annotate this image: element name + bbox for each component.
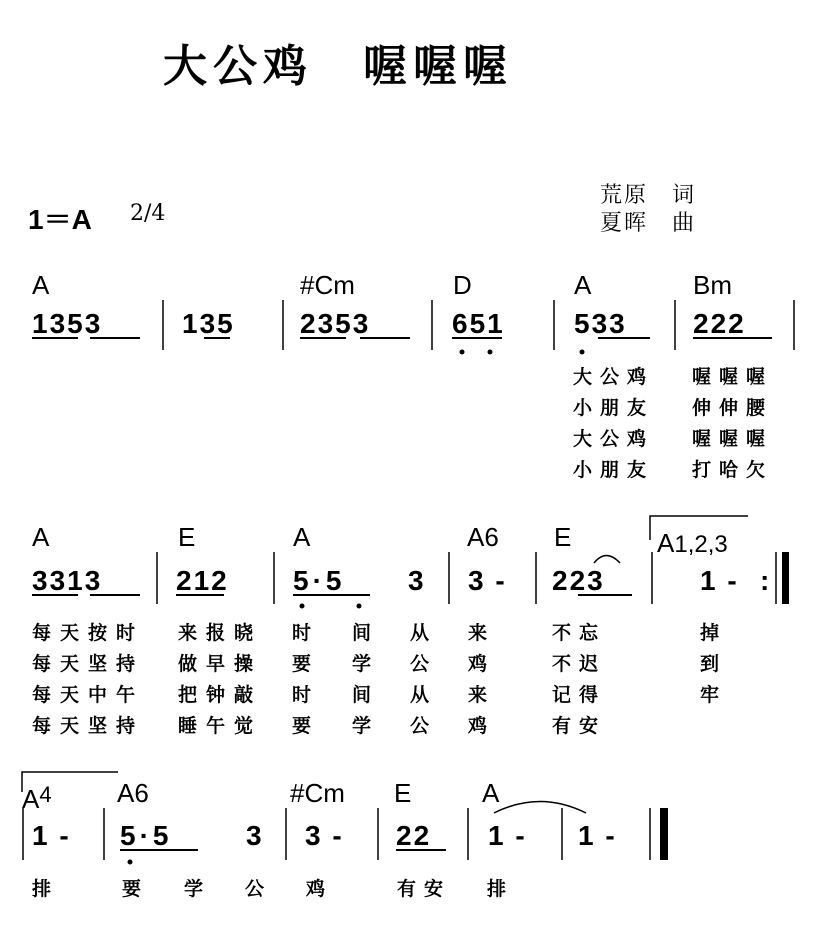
lyric-text: 从 <box>410 684 430 706</box>
lyric-text: 间 <box>352 622 372 644</box>
chord-symbol: E <box>554 522 572 552</box>
chord-symbol: A <box>574 270 592 300</box>
lyric-text: 睡午觉 <box>178 715 263 737</box>
measure-notes: 3 <box>246 820 264 851</box>
lyric-text: 学 <box>352 653 372 675</box>
lyric-line: 小朋友 <box>573 459 655 481</box>
measure-notes: 1 - <box>578 820 617 851</box>
measure-notes: 1353 <box>32 308 103 339</box>
chord-symbol: E <box>178 522 196 552</box>
volta-label: $A^4$ <box>22 782 52 814</box>
lyric-text: 排 <box>32 878 52 900</box>
measure-notes: 135 <box>182 308 235 339</box>
chord-symbol: Bm <box>693 270 732 300</box>
repeat-colon: : <box>760 565 772 596</box>
lyric-text: 公 <box>410 653 430 675</box>
lyric-text: 从 <box>410 622 430 644</box>
lyric-text: 来 <box>468 622 488 644</box>
lyric-text: 来 <box>468 684 488 706</box>
lyric-text: 来报晓 <box>178 622 263 644</box>
lyric-text: 排 <box>487 878 507 900</box>
measure-notes: 1 - <box>32 820 71 851</box>
chord-symbol: #Cm <box>300 270 355 300</box>
lyric-text: 牢 <box>700 684 720 706</box>
measure-notes: 212 <box>176 565 229 596</box>
lyric-text: 间 <box>352 684 372 706</box>
lyric-text: 每天按时 <box>32 622 145 644</box>
beam-underlines <box>32 338 772 850</box>
lyric-line: 大公鸡 <box>573 366 655 388</box>
measure-notes: 651 <box>452 308 505 339</box>
chord-symbol: A <box>32 522 50 552</box>
lyric-text: 到 <box>700 653 720 675</box>
time-signature: 2/4 <box>130 201 166 226</box>
lyricist-credit: 荒原 词 <box>600 183 697 208</box>
lyric-text: 有安 <box>397 878 452 900</box>
measure-notes: 3313 <box>32 565 103 596</box>
volta-label: A1,2,3 <box>657 528 728 558</box>
measure-notes: 5·5 <box>120 820 173 851</box>
lyric-line: 喔喔喔 <box>692 366 774 388</box>
chord-symbol: D <box>453 270 472 300</box>
lyric-text: 记得 <box>552 684 607 706</box>
lyric-text: 时 <box>292 622 312 644</box>
lyric-text: 时 <box>292 684 312 706</box>
measure-notes: 533 <box>574 308 627 339</box>
chord-symbol: A <box>482 778 500 808</box>
measure-notes: 1 - <box>488 820 527 851</box>
measure-notes: 5·5 <box>293 565 346 596</box>
lyric-text: 掉 <box>700 622 720 644</box>
thick-barlines <box>660 552 789 860</box>
chord-symbol: A6 <box>467 522 499 552</box>
lyric-line: 喔喔喔 <box>692 428 774 450</box>
chord-symbol: A <box>32 270 50 300</box>
barlines <box>23 300 794 860</box>
lyric-text: 学 <box>352 715 372 737</box>
lyric-text: 鸡 <box>468 715 488 737</box>
lyric-text: 有安 <box>552 715 607 737</box>
lyric-text: 要 <box>292 653 312 675</box>
lyric-text: 不迟 <box>552 653 607 675</box>
song-title: 大公鸡 喔喔喔 <box>163 41 513 92</box>
lyric-text: 鸡 <box>468 653 488 675</box>
lyric-text: 公 <box>410 715 430 737</box>
lyric-text: 公 <box>245 878 265 900</box>
chord-symbol: #Cm <box>290 778 345 808</box>
octave-dots <box>128 350 585 865</box>
measure-notes: 1 - <box>700 565 739 596</box>
lyric-text: 学 <box>184 878 204 900</box>
chord-symbol: E <box>394 778 412 808</box>
lyric-text: 每天中午 <box>32 684 145 706</box>
key-signature: 1＝A <box>28 204 92 235</box>
measure-notes: 223 <box>552 565 605 596</box>
lyric-text: 不忘 <box>552 622 607 644</box>
lyric-text: 做早操 <box>178 653 263 675</box>
lyric-text: 鸡 <box>306 878 326 900</box>
lyric-text: 每天坚持 <box>32 715 145 737</box>
lyric-text: 把钟敲 <box>178 684 263 706</box>
lyric-line: 小朋友 <box>573 397 655 419</box>
volta-brackets <box>22 516 748 792</box>
lyric-text: 每天坚持 <box>32 653 145 675</box>
lyric-line: 大公鸡 <box>573 428 655 450</box>
measure-notes: 3 - <box>305 820 344 851</box>
lyric-text: 要 <box>292 715 312 737</box>
lyric-text: 要 <box>122 878 142 900</box>
measure-notes: 3 - <box>468 565 507 596</box>
chord-symbol: A6 <box>117 778 149 808</box>
measure-notes: 222 <box>693 308 746 339</box>
chord-symbol: A <box>293 522 311 552</box>
measure-notes: 22 <box>396 820 432 851</box>
measure-notes: 3 <box>408 565 426 596</box>
lyric-line: 打哈欠 <box>692 459 774 481</box>
measure-notes: 2353 <box>300 308 371 339</box>
lyric-line: 伸伸腰 <box>692 397 774 419</box>
composer-credit: 夏晖 曲 <box>600 211 697 236</box>
